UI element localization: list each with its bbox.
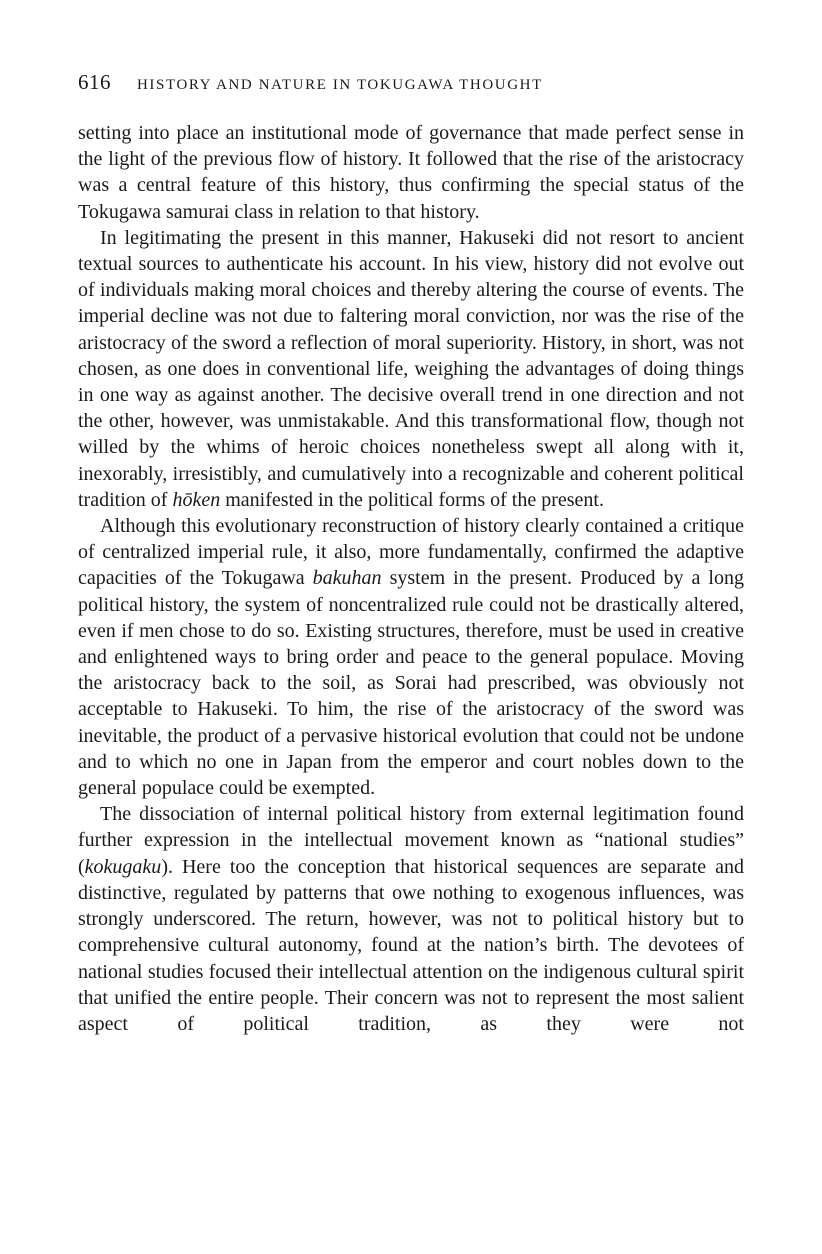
book-page [78, 70, 744, 1037]
paragraph-4 [78, 801, 744, 1037]
running-title: HISTORY AND NATURE IN TOKUGAWA THOUGHT [137, 77, 543, 93]
paragraph-3-text: Although this evolutionary reconstruction of history clearly contained a critique of centralized imperial rule, it also, more fundamentally, confirmed the adaptive capacities of the Tokugawa [78, 515, 744, 590]
paragraph-2-text: In legitimating the present in this manner, Hakuseki did not resort to ancient textual sources to authenticate his account. In his view, history did not evolve out of individuals making moral choices and thereby altering the course of events. The imperial decline was not due to faltering moral conviction, nor was the rise of the aristocracy of the sword a reflection of moral superiority. History, in short, was not chosen, as one does in conventional life, weighing the advantages of doing things in one way as against another. The decisive overall trend in one direction and not the other, however, was unmistakable. And this transformational flow, though not willed by the whims of heroic choices nonetheless swept all along with it, inexorably, irresistibly, and cumulatively into a recognizable and coherent political tradition of [78, 226, 744, 511]
paragraph-2 [78, 225, 744, 513]
page-number: 616 [78, 70, 111, 94]
term-kokugaku: kokugaku [84, 855, 162, 878]
body-text [78, 120, 744, 1037]
paragraph-4-text-end: ). Here too the conception that historical sequences are separate and distinctive, regulated by patterns that owe nothing to exogenous influences, was strongly underscored. The return, however, was not to political history but to comprehensive cultural autonomy, found at the nation’s birth. The devotees of national studies focused their intellectual attention on the indigenous cultural spirit that unified the entire people. Their concern was not to represent the most salient aspect of political tradition, as they were not [78, 855, 744, 1035]
paragraph-3 [78, 513, 744, 801]
term-hoken: hōken [172, 488, 221, 511]
term-bakuhan: bakuhan [312, 567, 382, 590]
paragraph-1: setting into place an institutional mode of governance that made perfect sense in the light of the previous flow of history. It followed that the rise of the aristocracy was a central feature of this history, thus confirming the special status of the Tokugawa samurai class in relation to that history. [78, 122, 744, 223]
paragraph-2-text-end: manifested in the political forms of the present. [220, 488, 604, 511]
paragraph-4-text: The dissociation of internal political history from external legitimation found further expression in the intellectual movement known as “national studies” ( [78, 803, 744, 878]
running-head [78, 70, 744, 100]
paragraph-3-text-end: system in the present. Produced by a long political history, the system of noncentralized rule could not be drastically altered, even if men chose to do so. Existing structures, therefore, must be used in creative and enlightened ways to bring order and peace to the general populace. Moving the aristocracy back to the soil, as Sorai had prescribed, was obviously not acceptable to Hakuseki. To him, the rise of the aristocracy of the sword was inevitable, the product of a pervasive historical evolution that could not be undone and to which no one in Japan from the emperor and court nobles down to the general populace could be exempted. [78, 567, 744, 800]
